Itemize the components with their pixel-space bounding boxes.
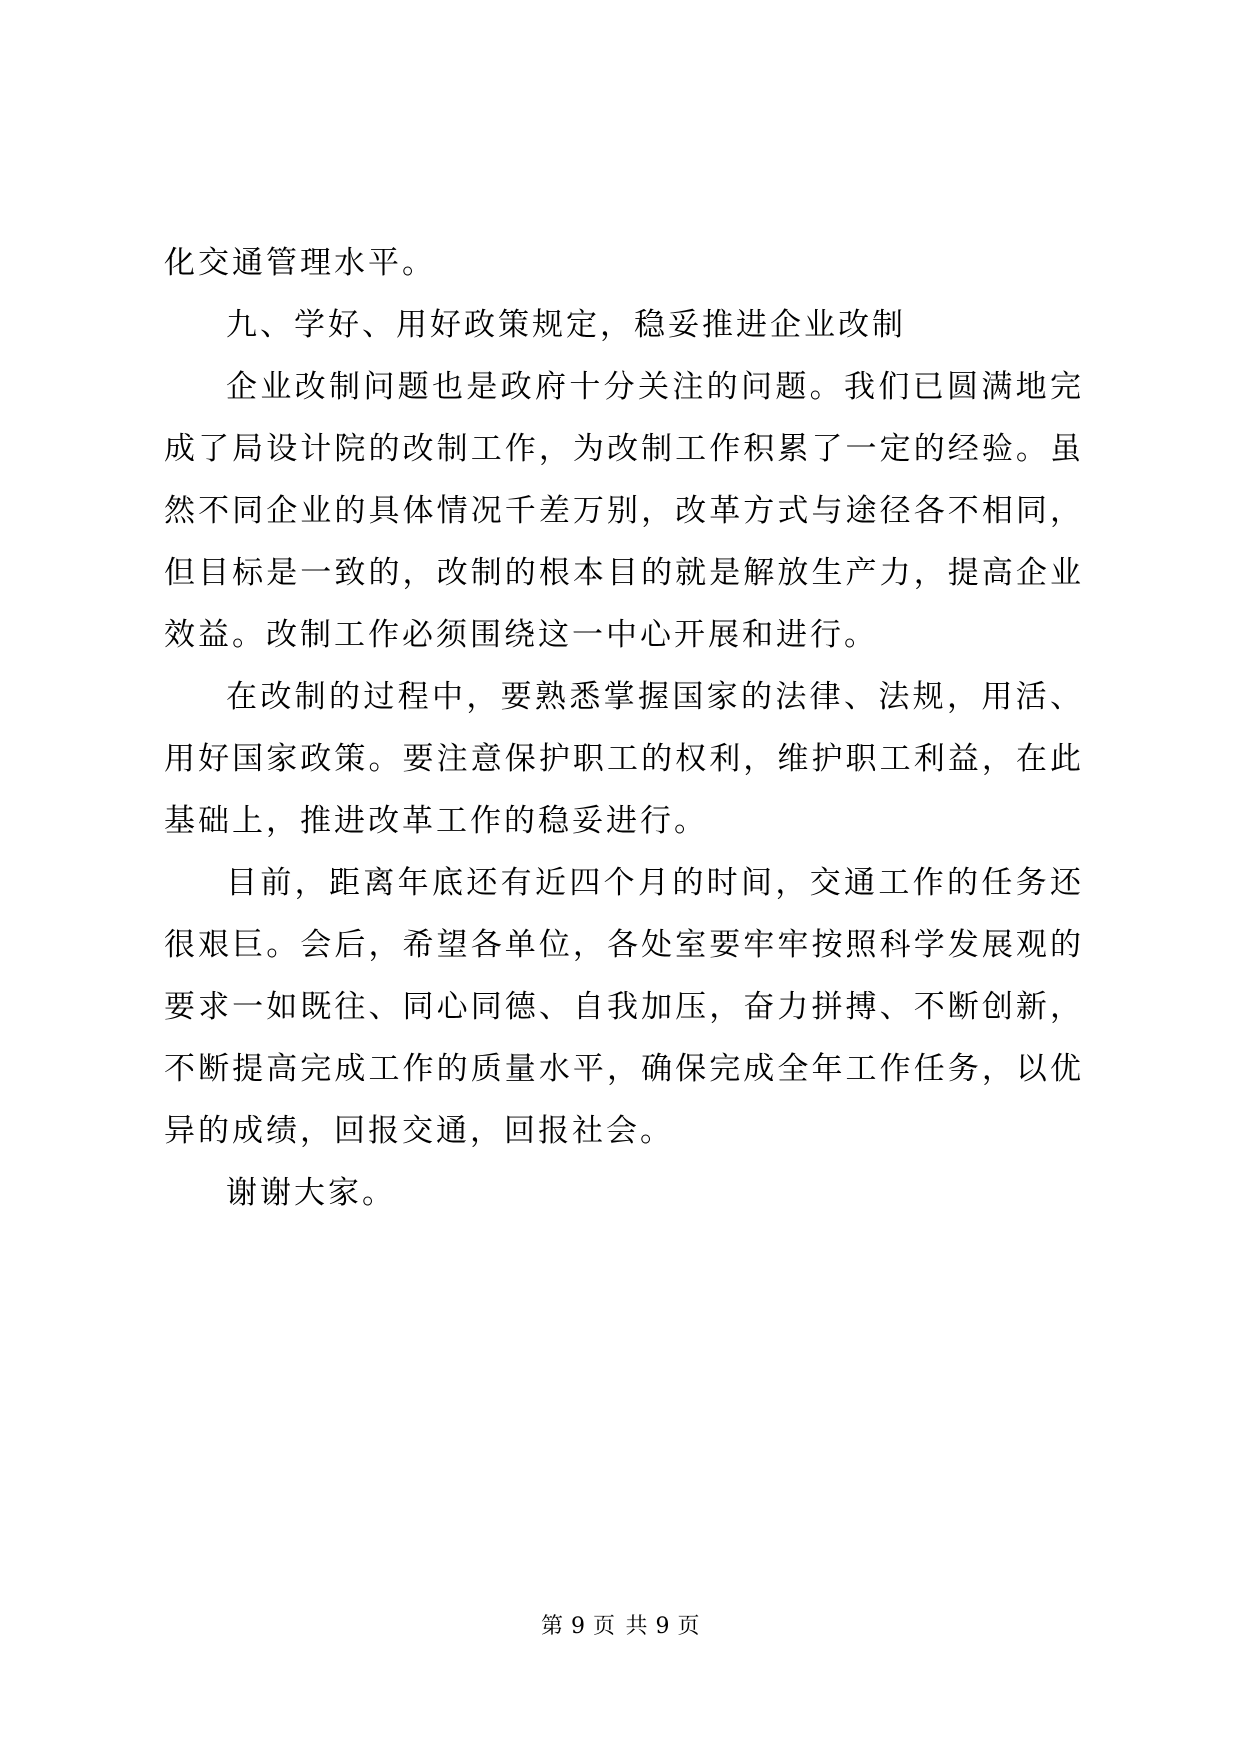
paragraph-reform-process: 在改制的过程中，要熟悉掌握国家的法律、法规，用活、用好国家政策。要注意保护职工的权利，维护职工利益，在此基础上，推进改革工作的稳妥进行。 <box>164 679 1084 839</box>
paragraph-closing: 谢谢大家。 <box>226 1175 396 1211</box>
page-total: 共 9 页 <box>625 1614 700 1639</box>
document-body <box>164 232 1084 1224</box>
section-heading: 九、学好、用好政策规定，稳妥推进企业改制 <box>226 307 906 343</box>
paragraph-continuation: 化交通管理水平。 <box>164 245 436 281</box>
page-number: 第 9 页 <box>541 1614 616 1639</box>
paragraph-year-end-tasks: 目前，距离年底还有近四个月的时间，交通工作的任务还很艰巨。会后，希望各单位，各处室要牢牢按照科学发展观的要求一如既往、同心同德、自我加压，奋力拼搏、不断创新，不断提高完成工作的质量水平，确保完成全年工作任务，以优异的成绩，回报交通，回报社会。 <box>164 865 1084 1149</box>
page-footer <box>0 1612 1241 1642</box>
paragraph-enterprise-reform: 企业改制问题也是政府十分关注的问题。我们已圆满地完成了局设计院的改制工作，为改制工作积累了一定的经验。虽然不同企业的具体情况千差万别，改革方式与途径各不相同，但目标是一致的，改制的根本目的就是解放生产力，提高企业效益。改制工作必须围绕这一中心开展和进行。 <box>164 369 1084 653</box>
